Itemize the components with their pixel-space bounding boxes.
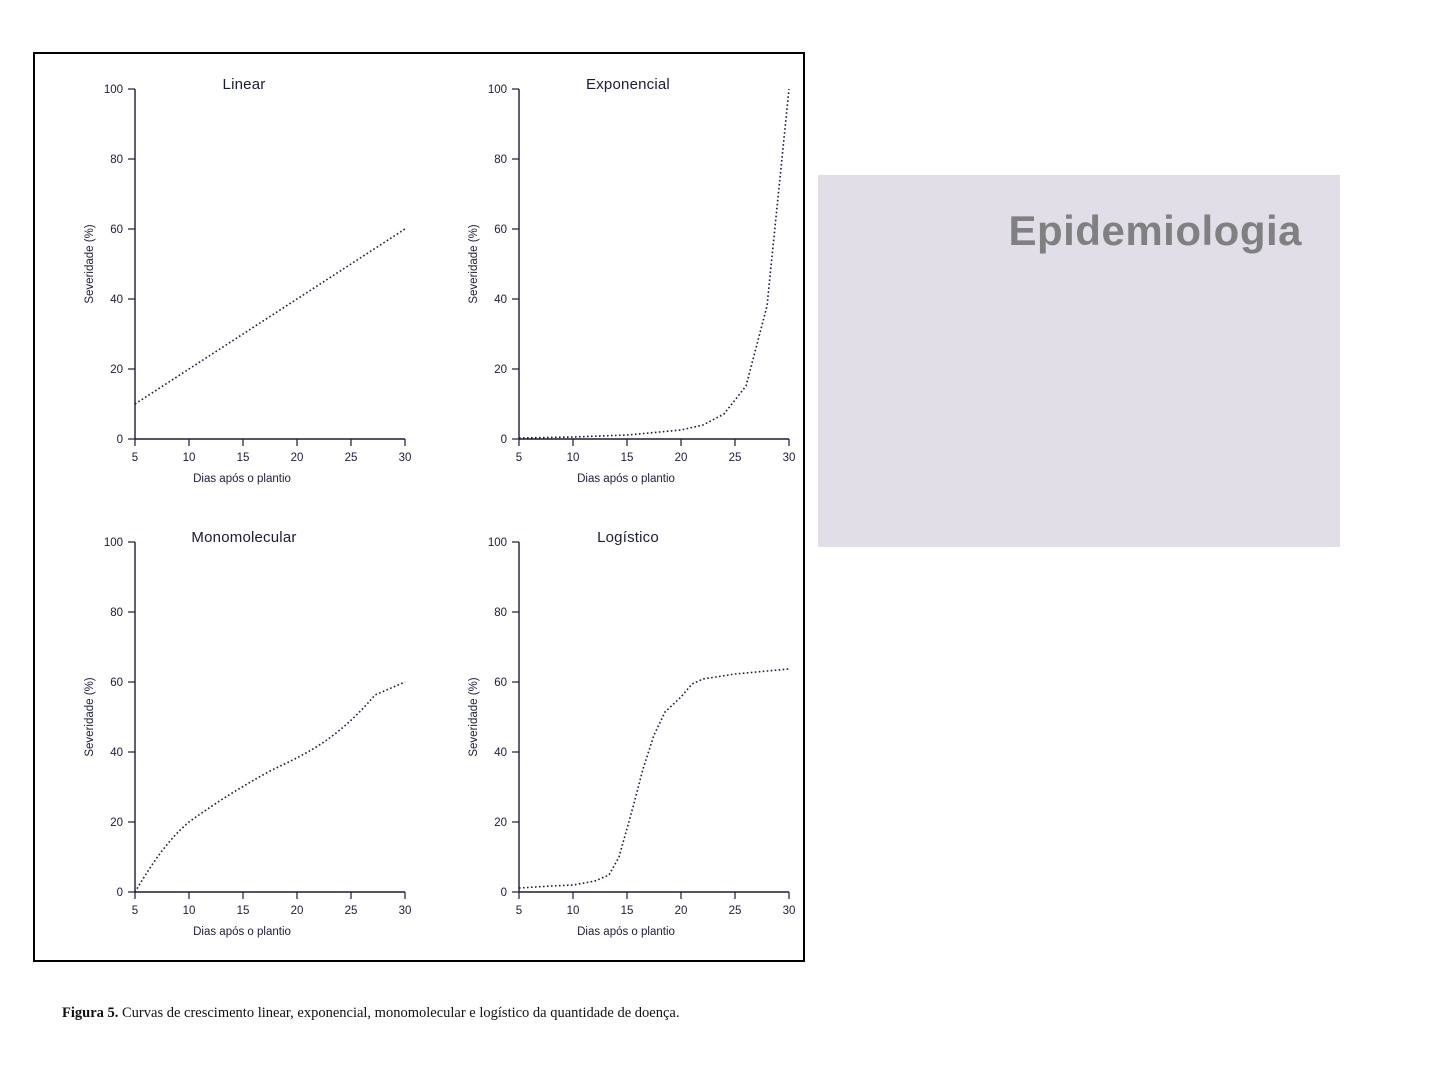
figure-panel [33, 52, 805, 962]
svg-text:25: 25 [728, 452, 742, 464]
svg-text:30: 30 [782, 452, 796, 464]
chart-panel-linear [35, 54, 419, 507]
svg-text:15: 15 [236, 905, 250, 917]
chart-title-logistico: Logístico [597, 529, 659, 546]
svg-text:20: 20 [674, 905, 688, 917]
svg-text:60: 60 [110, 677, 123, 689]
svg-text:80: 80 [494, 154, 507, 166]
side-title-text: Epidemiologia [1008, 207, 1302, 254]
chart-svg-linear [35, 54, 419, 507]
svg-text:Severidade (%): Severidade (%) [468, 677, 480, 757]
chart-panel-exponencial [419, 54, 803, 507]
svg-text:30: 30 [398, 452, 412, 464]
side-title-block [818, 175, 1340, 547]
svg-text:Dias após o plantio: Dias após o plantio [193, 926, 291, 938]
svg-text:0: 0 [500, 887, 507, 899]
svg-text:0: 0 [116, 434, 123, 446]
figure-caption [62, 1005, 962, 1022]
svg-text:20: 20 [290, 905, 304, 917]
figure-caption-label: Figura 5. [62, 1005, 119, 1021]
svg-text:Dias após o plantio: Dias após o plantio [193, 473, 291, 485]
chart-panel-logistico [419, 507, 803, 960]
svg-text:80: 80 [494, 607, 507, 619]
svg-text:40: 40 [110, 294, 123, 306]
chart-panel-monomolecular [35, 507, 419, 960]
svg-text:20: 20 [110, 817, 123, 829]
svg-text:10: 10 [566, 452, 580, 464]
svg-text:15: 15 [620, 905, 634, 917]
svg-text:5: 5 [131, 905, 139, 917]
svg-text:20: 20 [674, 452, 688, 464]
figure-caption-text: Curvas de crescimento linear, exponencial, monomolecular e logístico da quantidade de doença. [122, 1005, 680, 1021]
svg-text:25: 25 [728, 905, 742, 917]
svg-text:100: 100 [487, 84, 507, 96]
svg-text:25: 25 [344, 905, 358, 917]
svg-text:25: 25 [344, 452, 358, 464]
svg-text:0: 0 [500, 434, 507, 446]
svg-text:15: 15 [620, 452, 634, 464]
svg-text:Severidade (%): Severidade (%) [468, 224, 480, 304]
svg-text:100: 100 [487, 537, 507, 549]
chart-title-exponencial: Exponencial [586, 76, 670, 93]
svg-text:20: 20 [494, 817, 507, 829]
svg-text:Severidade (%): Severidade (%) [84, 224, 96, 304]
svg-text:20: 20 [494, 364, 507, 376]
svg-text:40: 40 [494, 294, 507, 306]
svg-text:0: 0 [116, 887, 123, 899]
svg-text:15: 15 [236, 452, 250, 464]
chart-svg-monomolecular [35, 507, 419, 960]
charts-grid [35, 54, 803, 960]
svg-text:30: 30 [782, 905, 796, 917]
svg-text:10: 10 [182, 452, 196, 464]
chart-title-linear: Linear [222, 76, 266, 93]
svg-text:40: 40 [110, 747, 123, 759]
svg-text:30: 30 [398, 905, 412, 917]
svg-text:5: 5 [515, 905, 523, 917]
svg-text:20: 20 [290, 452, 304, 464]
svg-text:10: 10 [182, 905, 196, 917]
svg-text:80: 80 [110, 607, 123, 619]
chart-svg-exponencial [419, 54, 803, 507]
svg-text:10: 10 [566, 905, 580, 917]
chart-svg-logistico [419, 507, 803, 960]
svg-text:40: 40 [494, 747, 507, 759]
svg-text:5: 5 [515, 452, 523, 464]
svg-text:80: 80 [110, 154, 123, 166]
svg-text:Severidade (%): Severidade (%) [84, 677, 96, 757]
svg-text:Dias após o plantio: Dias após o plantio [577, 926, 675, 938]
svg-text:100: 100 [103, 537, 123, 549]
svg-text:20: 20 [110, 364, 123, 376]
svg-text:5: 5 [131, 452, 139, 464]
chart-title-monomolecular: Monomolecular [191, 529, 297, 546]
svg-text:60: 60 [494, 677, 507, 689]
svg-text:60: 60 [110, 224, 123, 236]
svg-text:60: 60 [494, 224, 507, 236]
svg-text:100: 100 [103, 84, 123, 96]
svg-text:Dias após o plantio: Dias após o plantio [577, 473, 675, 485]
